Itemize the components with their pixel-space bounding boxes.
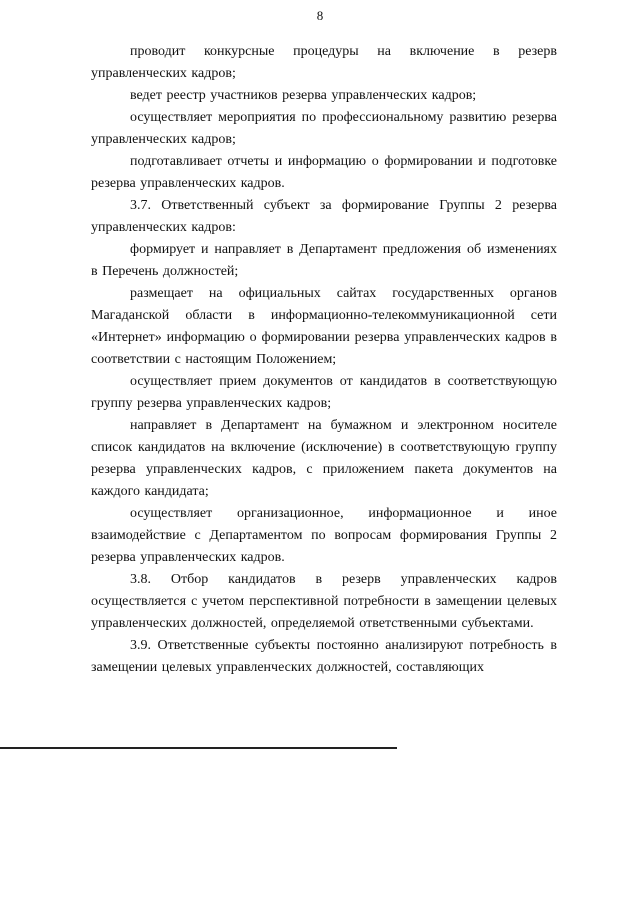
page-number: 8 [316,8,324,23]
paragraph: подготавливает отчеты и информацию о формировании и подготовке резерва управленческих кадров. [91,154,557,191]
separator-line [0,747,397,749]
paragraph: направляет в Департамент на бумажном и электронном носителе список кандидатов на включение (исключение) в соответствующую группу резерва управленческих кадров, с приложением пакета документов на каждого кандидата; [91,418,557,499]
paragraph: ведет реестр участников резерва управленческих кадров; [130,88,477,103]
paragraph: осуществляет организационное, информационное и иное взаимодействие с Департаментом по вопросам формирования Группы 2 резерва управленческих кадров. [91,506,557,565]
section-3-7-paragraph: 3.7. Ответственный субъект за формирование Группы 2 резерва управленческих кадров: [91,198,557,235]
paragraph: проводит конкурсные процедуры на включение в резерв управленческих кадров; [91,44,557,81]
paragraph: осуществляет прием документов от кандидатов в соответствующую группу резерва управленческих кадров; [91,374,557,411]
paragraph: размещает на официальных сайтах государственных органов Магаданской области в информационно-телекоммуникационной сети «Интернет» информацию о формировании резерва управленческих кадров в соответствии с настоящим Положением; [91,286,557,367]
section-3-8-paragraph: 3.8. Отбор кандидатов в резерв управленческих кадров осуществляется с учетом перспективной потребности в замещении целевых управленческих должностей, определяемой ответственными субъектами. [91,572,557,631]
section-3-9-paragraph: 3.9. Ответственные субъекты постоянно анализируют потребность в замещении целевых управленческих должностей, составляющих [91,638,557,675]
document-body [91,41,557,679]
paragraph: формирует и направляет в Департамент предложения об изменениях в Перечень должностей; [91,242,557,279]
paragraph: осуществляет мероприятия по профессиональному развитию резерва управленческих кадров; [91,110,557,147]
